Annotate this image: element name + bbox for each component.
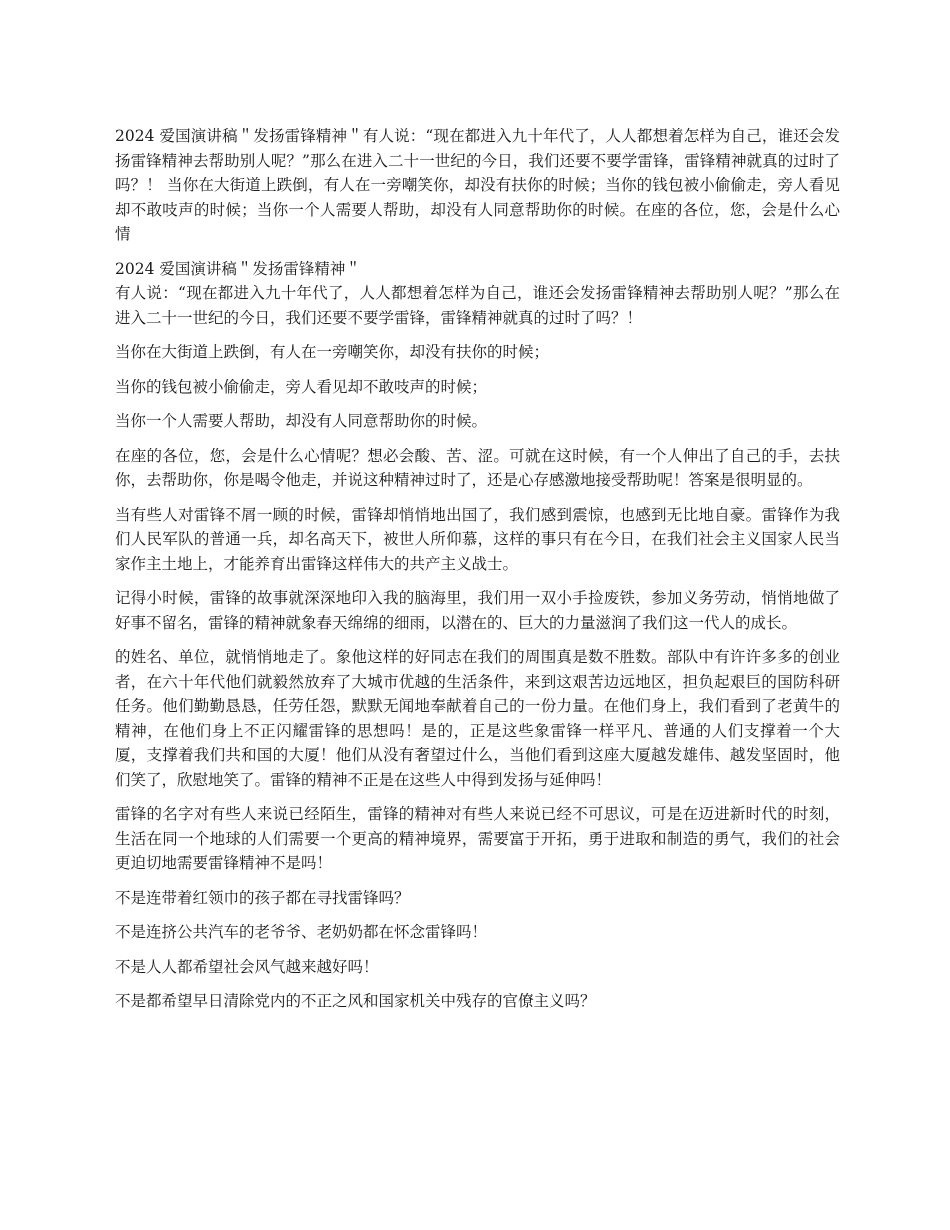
paragraph-3: 当你的钱包被小偷偷走，旁人看见却不敢吱声的时候； xyxy=(115,377,488,396)
paragraph-12: 不是人人都希望社会风气越来越好吗！ xyxy=(115,957,379,976)
paragraph-6: 当有些人对雷锋不屑一顾的时候，雷锋却悄悄地出国了，我们感到震惊，也感到无比地自豪。雷锋作为我们人民军队的普通一兵，却名高天下，被世人所仰慕，这样的事只有在今日，在我们社会主义国家人民当家作主土地上，才能养育出雷锋这样伟大的共产主义战士。 xyxy=(115,505,840,573)
document-title: 2024 爱国演讲稿＂发扬雷锋精神＂ xyxy=(115,259,361,278)
paragraph-9: 雷锋的名字对有些人来说已经陌生，雷锋的精神对有些人来说已经不可思议，可是在迈进新时代的时刻，生活在同一个地球的人们需要一个更高的精神境界，需要富于开拓，勇于进取和制造的勇气，我们的社会更迫切地需要雷锋精神不是吗！ xyxy=(115,805,840,872)
paragraph-13: 不是都希望早日清除党内的不正之风和国家机关中残存的官僚主义吗？ xyxy=(115,992,596,1010)
paragraph-10: 不是连带着红领巾的孩子都在寻找雷锋吗？ xyxy=(115,888,410,907)
paragraph-11: 不是连挤公共汽车的老爷爷、老奶奶都在怀念雷锋吗！ xyxy=(115,923,488,941)
paragraph-5: 在座的各位，您，会是什么心情呢？想必会酸、苦、涩。可就在这时候，有一个人伸出了自己的手，去扶你，去帮助你，你是喝令他走，并说这种精神过时了，还是心存感激地接受帮助呢！答案是很明显的。 xyxy=(115,446,840,489)
paragraph-4: 当你一个人需要人帮助，却没有人同意帮助你的时候。 xyxy=(115,412,488,430)
paragraph-7: 记得小时候，雷锋的故事就深深地印入我的脑海里，我们用一双小手捡废铁，参加义务劳动，悄悄地做了好事不留名，雷锋的精神就象春天绵绵的细雨，以潜在的、巨大的力量滋润了我们这一代人的成长。 xyxy=(115,589,840,632)
speech-body-first xyxy=(115,257,840,331)
document-page xyxy=(115,124,840,1024)
paragraph-2: 当你在大街道上跌倒，有人在一旁嘲笑你，却没有扶你的时候； xyxy=(115,343,550,361)
paragraph-1: 有人说：“现在都进入九十年代了，人人都想着怎样为自己，谁还会发扬雷锋精神去帮助别人呢？”那么在进入二十一世纪的今日，我们还要不要学雷锋，雷锋精神就真的过时了吗？！ xyxy=(115,284,840,327)
summary-paragraph: 2024 爱国演讲稿＂发扬雷锋精神＂有人说：“现在都进入九十年代了，人人都想着怎样为自己，谁还会发扬雷锋精神去帮助别人呢？”那么在进入二十一世纪的今日，我们还要不要学雷锋，雷锋精神就真的过时了吗？！ 当你在大街道上跌倒，有人在一旁嘲笑你，却没有扶你的时候；当你的钱包被小偷偷走，旁人看见却不敢吱声的时候；当你一个人需要人帮助，却没有人同意帮助你的时候。在座的各位，您，会是什么心情 xyxy=(115,127,840,243)
paragraph-8: 的姓名、单位，就悄悄地走了。象他这样的好同志在我们的周围真是数不胜数。部队中有许许多多的创业者，在六十年代他们就毅然放弃了大城市优越的生活条件，来到这艰苦边远地区，担负起艰巨的国防科研任务。他们勤勤恳恳，任劳任怨，默默无闻地奉献着自己的一份力量。在他们身上，我们看到了老黄牛的精神，在他们身上不正闪耀雷锋的思想吗！是的，正是这些象雷锋一样平凡、普通的人们支撑着一个大厦，支撑着我们共和国的大厦！他们从没有奢望过什么，当他们看到这座大厦越发雄伟、越发坚固时，他们笑了，欣慰地笑了。雷锋的精神不正是在这些人中得到发扬与延伸吗！ xyxy=(115,648,840,789)
